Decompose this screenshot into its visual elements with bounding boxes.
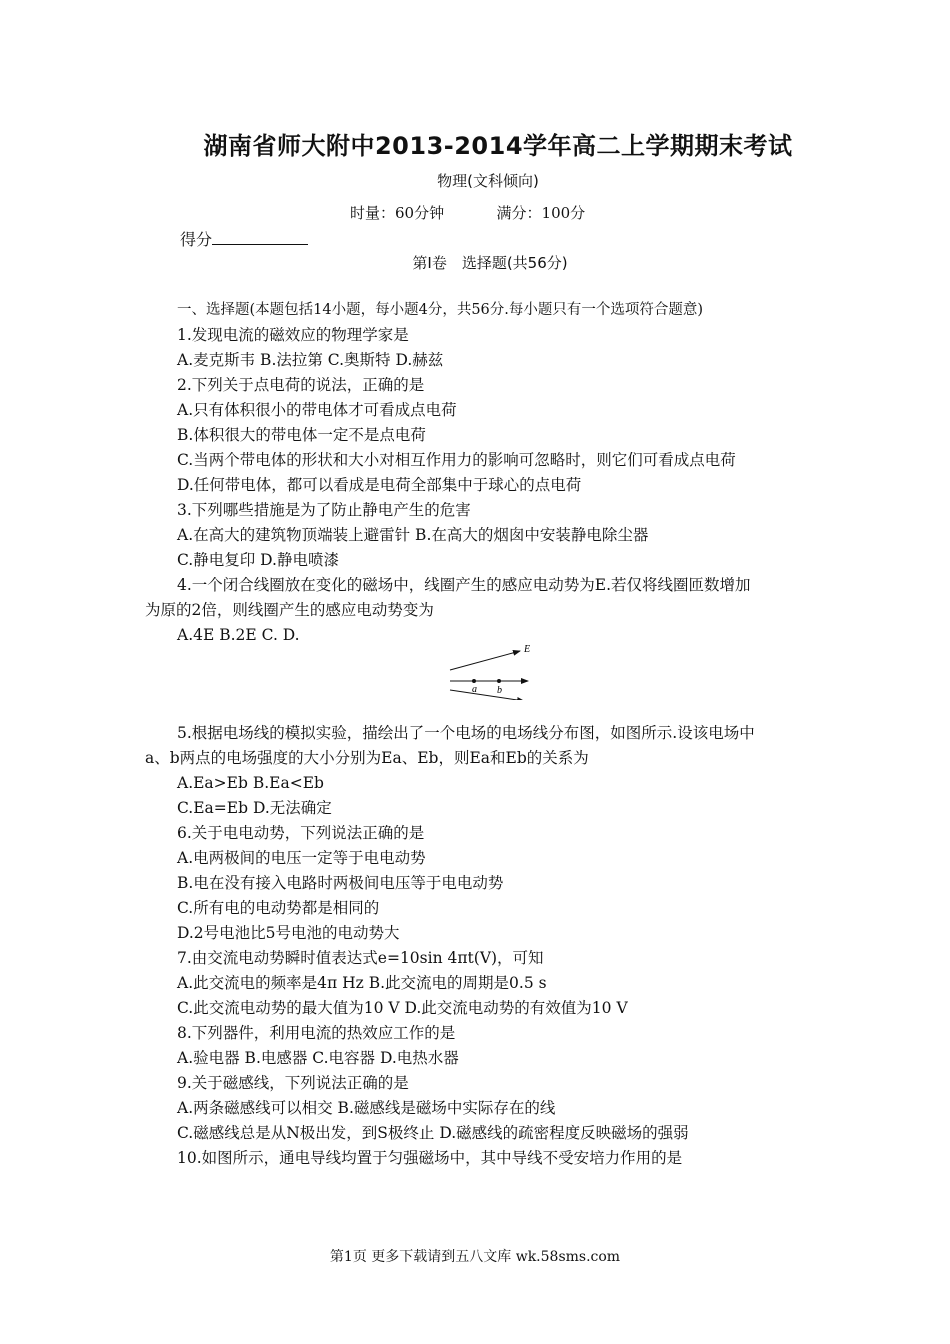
score-blank (212, 230, 308, 245)
question-line: 9.关于磁感线，下列说法正确的是 (177, 1074, 409, 1092)
field-line-lower (450, 690, 524, 700)
electric-field-figure (448, 640, 548, 700)
question-line: 7.由交流电动势瞬时值表达式e=10sin 4πt(V)，可知 (177, 949, 544, 967)
time-limit: 时量：60分钟 (350, 204, 445, 222)
point-b (497, 679, 501, 683)
label-b: b (497, 685, 502, 696)
question-line: B.体积很大的带电体一定不是点电荷 (177, 426, 426, 444)
question-line: A.Ea>Eb B.Ea<Eb (177, 774, 324, 792)
question-line: a、b两点的电场强度的大小分别为Ea、Eb，则Ea和Eb的关系为 (145, 749, 589, 767)
field-line-upper (450, 651, 520, 670)
question-line: A.麦克斯韦 B.法拉第 C.奥斯特 D.赫兹 (177, 351, 444, 369)
question-line: A.4E B.2E C. D. (177, 626, 300, 644)
question-line: A.两条磁感线可以相交 B.磁感线是磁场中实际存在的线 (177, 1099, 556, 1117)
label-a: a (472, 684, 477, 695)
score-field (180, 227, 308, 250)
question-line: 6.关于电电动势，下列说法正确的是 (177, 824, 425, 842)
question-line: A.验电器 B.电感器 C.电容器 D.电热水器 (177, 1049, 459, 1067)
question-line: A.在高大的建筑物顶端装上避雷针 B.在高大的烟囱中安装静电除尘器 (177, 526, 649, 544)
question-line: C.静电复印 D.静电喷漆 (177, 551, 339, 569)
question-line: D.2号电池比5号电池的电动势大 (177, 924, 400, 942)
question-line: C.此交流电动势的最大值为10 V D.此交流电动势的有效值为10 V (177, 999, 628, 1017)
question-line: A.只有体积很小的带电体才可看成点电荷 (177, 401, 457, 419)
exam-subtitle: 物理(文科倾向) (437, 172, 539, 190)
exam-title: 湖南省师大附中2013-2014学年高二上学期期末考试 (203, 132, 793, 160)
score-label: 得分 (180, 230, 213, 249)
question-line: A.电两极间的电压一定等于电电动势 (177, 849, 426, 867)
question-line: 5.根据电场线的模拟实验，描绘出了一个电场的电场线分布图，如图所示.设该电场中 (177, 724, 755, 742)
question-line: C.当两个带电体的形状和大小对相互作用力的影响可忽略时，则它们可看成点电荷 (177, 451, 736, 469)
section-heading: 第Ⅰ卷 选择题(共56分) (412, 254, 568, 272)
question-line: 1.发现电流的磁效应的物理学家是 (177, 326, 409, 344)
question-line: B.电在没有接入电路时两极间电压等于电电动势 (177, 874, 504, 892)
question-line: 一、选择题(本题包括14小题，每小题4分，共56分.每小题只有一个选项符合题意) (177, 302, 704, 318)
question-line: 8.下列器件，利用电流的热效应工作的是 (177, 1024, 456, 1042)
question-line: C.Ea=Eb D.无法确定 (177, 799, 332, 817)
question-line: 10.如图所示，通电导线均置于匀强磁场中，其中导线不受安培力作用的是 (177, 1149, 683, 1167)
label-E: E (524, 644, 531, 655)
full-score: 满分：100分 (496, 204, 586, 222)
question-line: 为原的2倍，则线圈产生的感应电动势变为 (145, 601, 434, 619)
question-line: C.所有电的电动势都是相同的 (177, 899, 380, 917)
question-line: A.此交流电的频率是4π Hz B.此交流电的周期是0.5 s (177, 974, 547, 992)
question-line: 3.下列哪些措施是为了防止静电产生的危害 (177, 501, 471, 519)
question-line: C.磁感线总是从N极出发，到S极终止 D.磁感线的疏密程度反映磁场的强弱 (177, 1124, 689, 1142)
page-footer: 第1页 更多下载请到五八文库 wk.58sms.com (329, 1249, 621, 1265)
question-line: D.任何带电体，都可以看成是电荷全部集中于球心的点电荷 (177, 476, 582, 494)
point-a (472, 679, 476, 683)
exam-meta (350, 202, 585, 223)
question-line: 4.一个闭合线圈放在变化的磁场中，线圈产生的感应电动势为E.若仅将线圈匝数增加 (177, 576, 751, 594)
question-line: 2.下列关于点电荷的说法，正确的是 (177, 376, 425, 394)
